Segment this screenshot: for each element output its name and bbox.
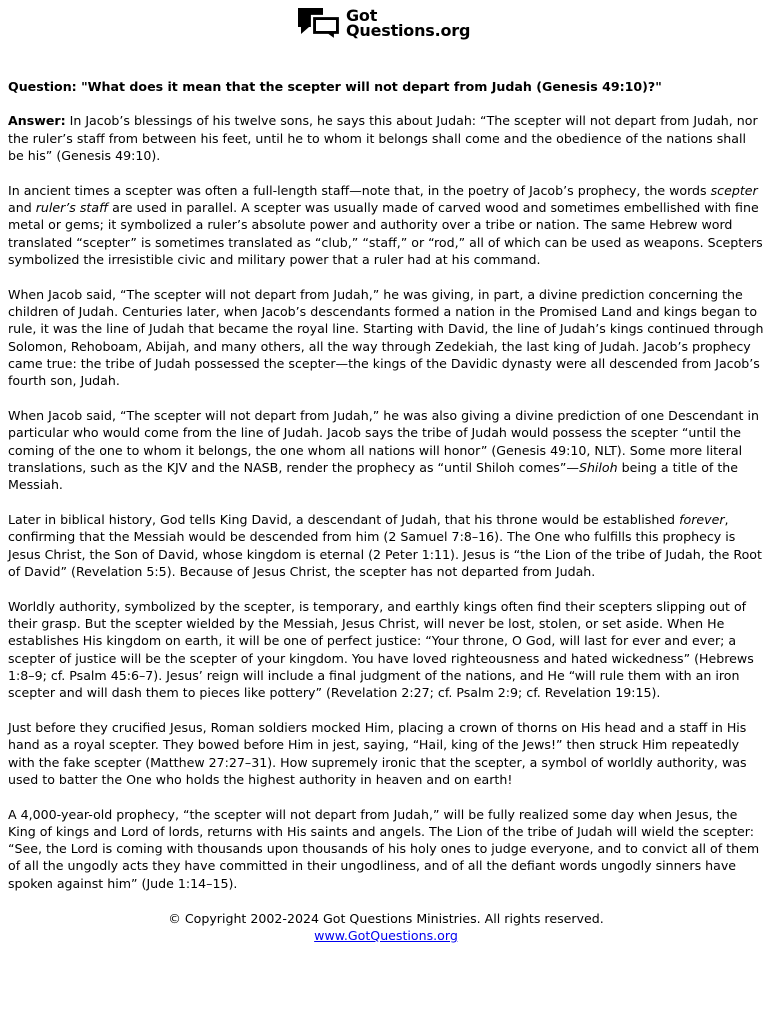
paragraph-scepter-definition (8, 182, 764, 268)
answer-label: Answer: (8, 113, 66, 129)
text-segment: are used in parallel. A scepter was usually made of carved wood and sometimes embellished with fine metal or gems; it symbolized a ruler’s absolute power and authority over a tribe or nation. The same Hebrew word translated “scepter” is sometimes translated as “club,” “staff,” or “rod,” all of which can be used as weapons. Scepters symbolized the irresistible civic and military power that a ruler had at his command. (8, 199, 763, 267)
paragraph-prophecy-fulfilled: A 4,000-year-old prophecy, “the scepter will not depart from Judah,” will be fully realized some day when Jesus, the King of kings and Lord of lords, returns with His saints and angels. The Lion of the tribe of Judah will wield the scepter: “See, the Lord is coming with thousands upon thousands of his holy ones to judge everyone, and to convict all of them of all the ungodly acts they have committed in their ungodliness, and of all the defiant words ungodly sinners have spoken against him” (Jude 1:14–15). (8, 806, 760, 891)
paragraph-descendant (8, 407, 764, 493)
copyright-notice: © Copyright 2002-2024 Got Questions Ministries. All rights reserved. (168, 910, 604, 926)
emphasis-shiloh: Shiloh (578, 459, 618, 475)
site-logo[interactable] (297, 5, 470, 41)
text-segment: In ancient times a scepter was often a full-length staff—note that, in the poetry of Jacob’s prophecy, the words (8, 182, 711, 198)
logo-text (346, 5, 471, 40)
question-heading: Question: "What does it mean that the scepter will not depart from Judah (Genesis 49:10)?" (8, 79, 662, 94)
text-segment: When Jacob said, “The scepter will not depart from Judah,” he was also giving a divine prediction of one Descendant in particular who would come from the line of Judah. Jacob says the tribe of Judah would possess the scepter “until the coming of the one to whom it belongs, the one whom all nations will honor” (Genesis 49:10, NLT). Some more literal translations, such as the KJV and the NASB, render the prophecy as “until Shiloh comes”— (8, 407, 759, 475)
emphasis-scepter: scepter (710, 182, 758, 198)
article (8, 78, 764, 944)
text-segment: Later in biblical history, God tells King David, a descendant of Judah, that his throne would be established (8, 511, 680, 527)
text-segment: and (8, 199, 36, 215)
emphasis-rulers-staff: ruler’s staff (35, 199, 109, 215)
site-link[interactable]: www.GotQuestions.org (314, 927, 458, 943)
text-segment: , confirming that the Messiah would be descended from him (2 Samuel 7:8–16). The One who fulfills this prophecy is Jesus Christ, the Son of David, whose kingdom is eternal (2 Peter 1:11). Jesus is “the Lion of the tribe of Judah, the Root of David” (Revelation 5:5). Because of Jesus Christ, the scepter has not departed from Judah. (8, 511, 762, 579)
logo-line-got: Got (346, 5, 378, 25)
answer-text: In Jacob’s blessings of his twelve sons, he says this about Judah: “The scepter will not depart from Judah, nor the ruler’s staff from between his feet, until he to whom it belongs shall come and the obedience of the nations shall be his” (Genesis 49:10). (8, 113, 758, 163)
footer (8, 910, 764, 945)
text-segment: being a title of the Messiah. (8, 459, 739, 493)
paragraph-royal-line: When Jacob said, “The scepter will not depart from Judah,” he was giving, in part, a divine prediction concerning the children of Judah. Centuries later, when Jacob’s descendants formed a nation in the Promised Land and kings began to rule, it was the line of Judah that became the royal line. Starting with David, the line of Judah’s kings continued through Solomon, Rehoboam, Abijah, and many others, all the way through Zedekiah, the last king of Judah. Jacob’s prophecy came true: the tribe of Judah possessed the scepter—the kings of the Davidic dynasty were all descended from Jacob’s fourth son, Judah. (8, 286, 764, 389)
logo-line-questions: Questions.org (346, 21, 471, 40)
answer-paragraph (8, 112, 764, 164)
paragraph-roman-soldiers: Just before they crucified Jesus, Roman soldiers mocked Him, placing a crown of thorns on His head and a staff in His hand as a royal scepter. They bowed before Him in jest, saying, “Hail, king of the Jews!” then struck Him repeatedly with the fake scepter (Matthew 27:27–31). How supremely ironic that the scepter, a symbol of worldly authority, was used to batter the One who holds the highest authority in heaven and on earth! (8, 719, 747, 787)
speech-bubbles-icon (297, 7, 341, 39)
emphasis-forever: forever (679, 511, 725, 527)
paragraph-worldly-authority: Worldly authority, symbolized by the scepter, is temporary, and earthly kings often find their scepters slipping out of their grasp. But the scepter wielded by the Messiah, Jesus Christ, will never be lost, stolen, or set aside. When He establishes His kingdom on earth, it will be one of perfect justice: “Your throne, O God, will last for ever and ever; a scepter of justice will be the scepter of your kingdom. You have loved righteousness and hated wickedness” (Hebrews 1:8–9; cf. Psalm 45:6–7). Jesus’ reign will include a final judgment of the nations, and He “will rule them with an iron scepter and will dash them to pieces like pottery” (Revelation 2:27; cf. Psalm 2:9; cf. Revelation 19:15). (8, 598, 754, 701)
paragraph-king-david (8, 511, 764, 580)
